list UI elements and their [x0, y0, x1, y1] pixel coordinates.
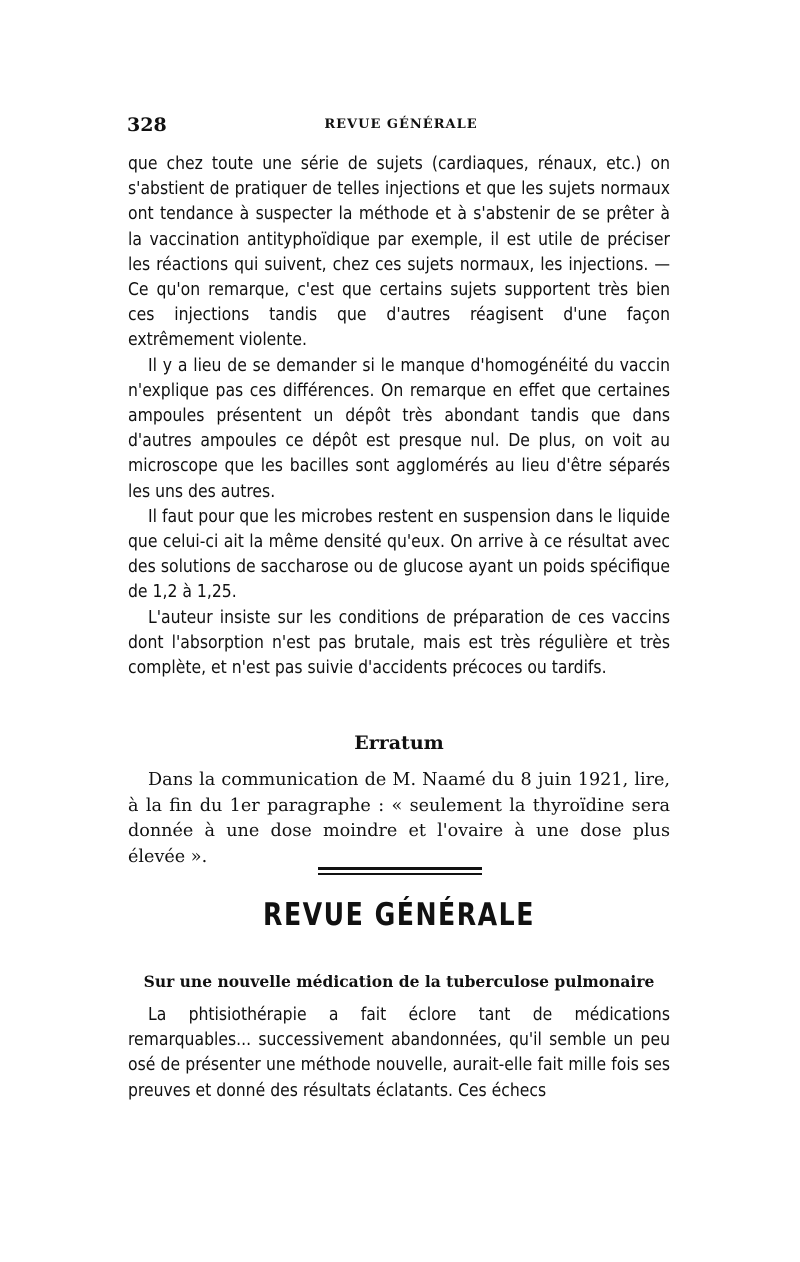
paragraph: Il y a lieu de se demander si le manque d'homogénéité du vaccin n'explique pas ces différences. On remarque en effet que certaines ampoules présentent un dépôt très abondant tandis que dans d'autres ampoules ce dépôt est presque nul. De plus, on voit au microscope que les bacilles sont agglomérés au lieu d'être séparés les uns des autres. — [128, 355, 670, 502]
paragraph: L'auteur insiste sur les conditions de préparation de ces vaccins dont l'absorption n'est pas brutale, mais est très régulière et très complète, et n'est pas suivie d'accidents précoces ou tardifs. — [128, 607, 670, 679]
erratum-heading: Erratum — [354, 732, 444, 754]
erratum-body — [128, 768, 670, 870]
article-continued-body — [128, 152, 670, 681]
paragraph: que chez toute une série de sujets (cardiaques, rénaux, etc.) on s'abstient de pratiquer de telles injections et que les sujets normaux ont tendance à suspecter la méthode et à s'abstenir de se prêter à la vaccination antityphoïdique par exemple, il est utile de préciser les réactions qui suivent, chez ces sujets normaux, les injections. — Ce qu'on remarque, c'est que certains sujets supportent très bien ces injections tandis que d'autres réagisent d'une façon extrêmement violente. — [128, 154, 670, 351]
section-divider-rule — [318, 873, 482, 875]
erratum-paragraph: Dans la communication de M. Naamé du 8 juin 1921, lire, à la fin du 1er paragraphe : « seulement la thyroïdine sera donnée à une dose moindre et l'ovaire à une dose plus élevée ». — [128, 770, 670, 867]
section-body — [128, 1003, 670, 1104]
paragraph: La phtisiothérapie a fait éclore tant de médications remarquables... successivement abandonnées, qu'il semble un peu osé de présenter une méthode nouvelle, aurait-elle fait mille fois ses preuves et donné des résultats éclatants. Ces échecs — [128, 1005, 670, 1101]
section-divider-rule — [318, 867, 482, 870]
paragraph: Il faut pour que les microbes restent en suspension dans le liquide que celui-ci ait la même densité qu'eux. On arrive à ce résultat avec des solutions de saccharose ou de glucose ayant un poids spécifique de 1,2 à 1,25. — [128, 506, 670, 603]
page-header — [127, 114, 675, 140]
page-number: 328 — [127, 114, 167, 136]
section-title: REVUE GÉNÉRALE — [263, 896, 535, 933]
running-head: REVUE GÉNÉRALE — [324, 117, 478, 132]
section-subtitle: Sur une nouvelle médication de la tuberculose pulmonaire — [143, 972, 655, 991]
